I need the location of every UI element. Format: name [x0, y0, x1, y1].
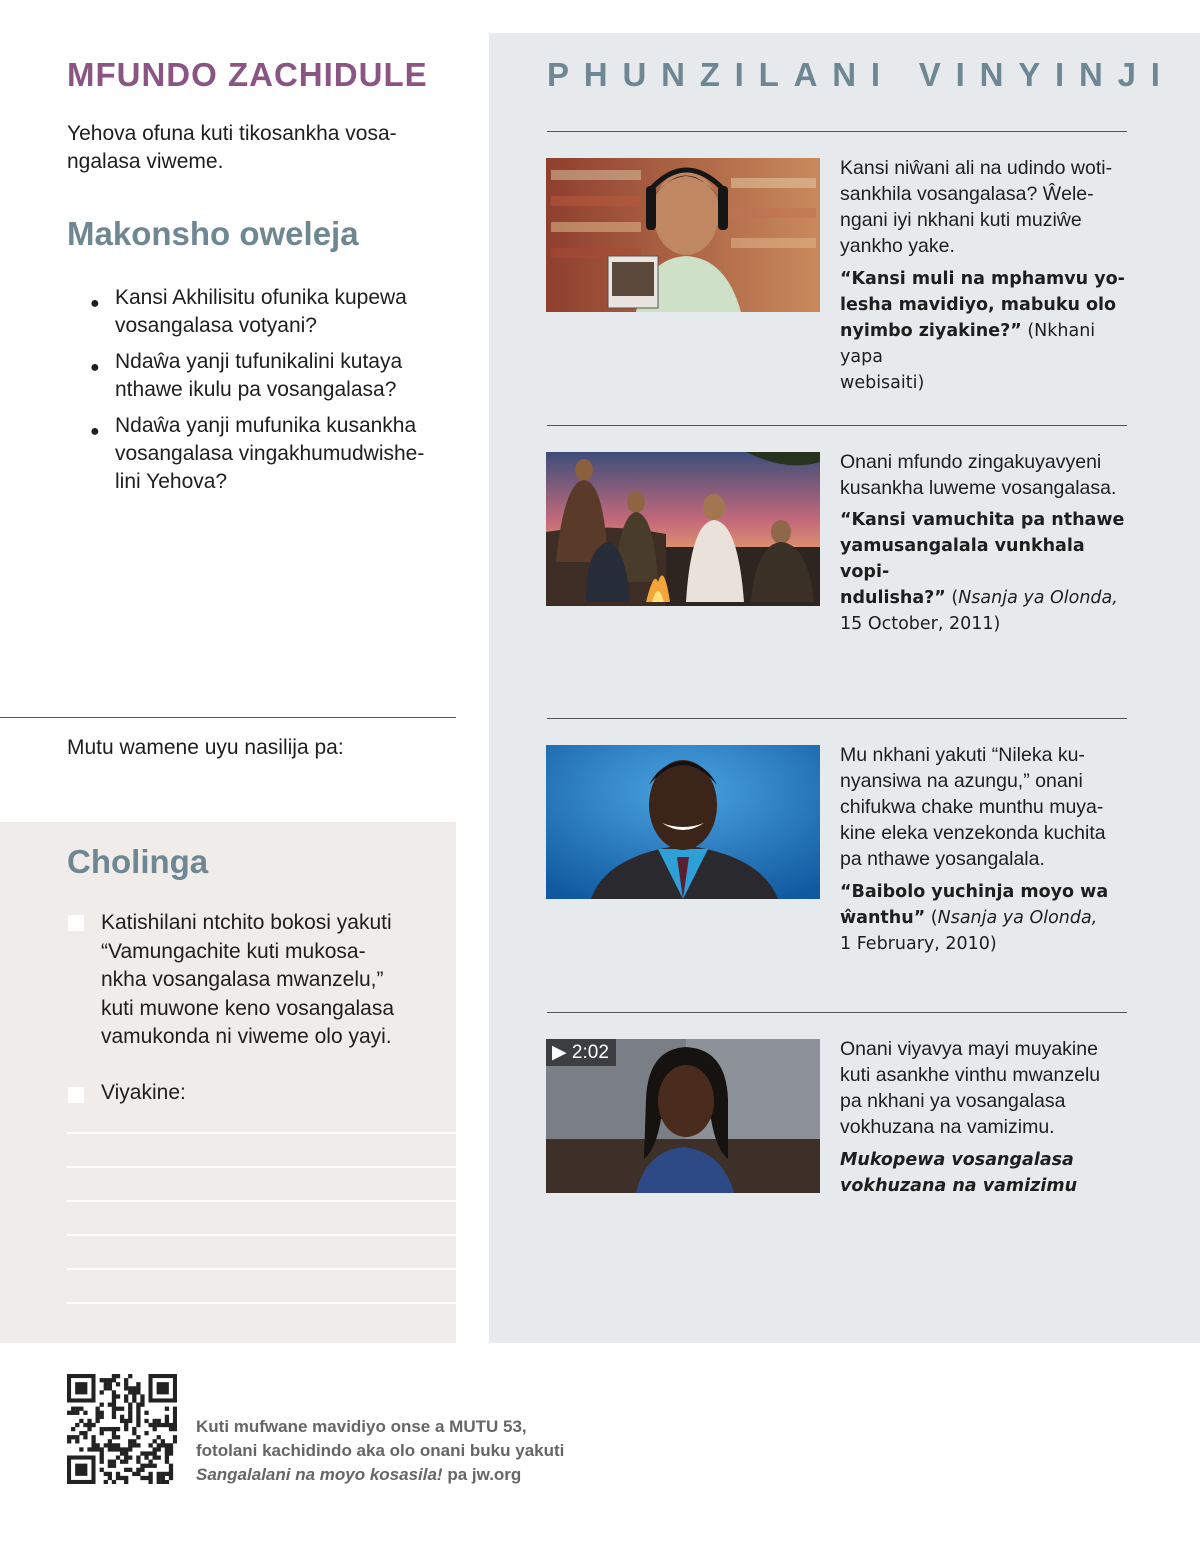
question-line: Ndaŵa yanji tufunikalini kutaya	[115, 350, 403, 373]
article-reference[interactable]	[840, 507, 1130, 637]
goal-line: vamukonda ni viweme olo yayi.	[101, 1025, 392, 1048]
other-checkbox[interactable]	[68, 1087, 84, 1103]
review-questions-heading: Makonsho oweleja	[67, 215, 359, 252]
write-line[interactable]	[67, 1132, 456, 1134]
ref-publication: Nsanja ya Olonda,	[937, 908, 1098, 928]
goal-heading: Cholinga	[67, 843, 209, 880]
desc-line: chifukwa chake munthu muya-	[840, 796, 1104, 818]
other-label: Viyakine:	[101, 1081, 186, 1104]
ref-paren: (	[951, 588, 959, 608]
question-line: vosangalasa votyani?	[115, 314, 317, 337]
footer-site: pa jw.org	[442, 1465, 522, 1484]
ref-title-line: “Kansi vamuchita pa nthawe	[840, 510, 1125, 530]
article-reference[interactable]	[840, 879, 1130, 957]
write-line[interactable]	[67, 1302, 456, 1304]
ref-source: webisaiti)	[840, 373, 925, 393]
question-line: vosangalasa vingakhumudwishe-	[115, 442, 425, 465]
goal-panel	[0, 822, 456, 1343]
desc-line: nyansiwa na azungu,” onani	[840, 770, 1083, 792]
divider	[547, 425, 1127, 426]
desc-line: pa nkhani ya vosangalasa	[840, 1090, 1066, 1112]
ref-title-line: yamusangalala vunkhala vopi-	[840, 536, 1085, 582]
divider	[0, 717, 456, 718]
video-title-line: Mukopewa vosangalasa	[840, 1150, 1074, 1170]
item-description	[840, 449, 1130, 501]
footer-line: Kuti mufwane mavidiyo onse a MUTU 53,	[196, 1417, 527, 1436]
desc-line: Mu nkhani yakuti “Nileka ku-	[840, 744, 1085, 766]
qr-code[interactable]	[67, 1374, 177, 1484]
question-line: lini Yehova?	[115, 470, 228, 493]
write-line[interactable]	[67, 1200, 456, 1202]
goal-line: “Vamungachite kuti mukosa-	[101, 939, 366, 963]
question-line: Kansi Akhilisitu ofunika kupewa	[115, 286, 407, 309]
goal-line: nkha vosangalasa mwanzelu,”	[101, 968, 384, 991]
date-studied-label: Mutu wamene uyu nasilija pa:	[67, 736, 344, 759]
desc-line: Kansi niŵani ali na udindo woti-	[840, 157, 1113, 179]
summary-line: ngalasa viweme.	[67, 150, 224, 173]
jesus-campfire-painting[interactable]	[546, 452, 820, 606]
summary-text	[67, 120, 447, 176]
goal-line: kuti muwone keno vosangalasa	[101, 996, 395, 1020]
desc-line: sankhila vosangalasa? Ŵele-	[840, 183, 1094, 205]
desc-line: kuti asankhe vinthu mwanzelu	[840, 1064, 1101, 1086]
desc-line: kusankha luweme vosangalasa.	[840, 477, 1117, 499]
ref-title-line: “Baibolo yuchinja moyo wa	[840, 882, 1109, 902]
learn-more-title: PHUNZILANI VINYINJI	[547, 56, 1175, 93]
write-line[interactable]	[67, 1234, 456, 1236]
young-man-headphones-photo[interactable]	[546, 158, 820, 312]
item-description	[840, 1036, 1130, 1140]
play-icon: ▶	[552, 1042, 567, 1063]
bullet-icon: ●	[90, 359, 100, 376]
ref-source: (Nkhani yapa	[840, 321, 1096, 367]
question-line: nthawe ikulu pa vosangalasa?	[115, 378, 397, 401]
goal-item-text	[101, 909, 441, 1052]
summary-line: Yehova ofuna kuti tikosankha vosa-	[67, 122, 397, 145]
question-line: Ndaŵa yanji mufunika kusankha	[115, 414, 417, 437]
video-duration: 2:02	[571, 1042, 609, 1063]
woman-video-still[interactable]	[546, 1039, 820, 1193]
item-description	[840, 742, 1130, 872]
ref-paren: (	[930, 908, 938, 928]
footer-note	[196, 1415, 564, 1487]
question-item	[90, 348, 460, 404]
video-title[interactable]	[840, 1147, 1130, 1199]
ref-title-line: nyimbo ziyakine?”	[840, 321, 1022, 341]
item-description	[840, 155, 1130, 259]
desc-line: kine eleka venzekonda kuchita	[840, 822, 1106, 844]
divider	[547, 1012, 1127, 1013]
write-line[interactable]	[67, 1166, 456, 1168]
ref-date: 15 October, 2011)	[840, 614, 1001, 634]
ref-date: 1 February, 2010)	[840, 934, 997, 954]
ref-title-line: “Kansi muli na mphamvu yo-	[840, 269, 1125, 289]
bullet-icon: ●	[90, 295, 100, 312]
lesson-title: MFUNDO ZACHIDULE	[67, 56, 428, 93]
book-title: Sangalalani na moyo kosasila!	[196, 1465, 443, 1484]
video-title-line: vokhuzana na vamizimu	[840, 1176, 1078, 1196]
desc-line: vokhuzana na vamizimu.	[840, 1116, 1055, 1138]
desc-line: ngani iyi nkhani kuti muziŵe	[840, 209, 1082, 231]
ref-title-line: lesha mavidiyo, mabuku olo	[840, 295, 1117, 315]
review-questions-list	[90, 284, 460, 504]
desc-line: yankho yake.	[840, 235, 955, 257]
article-reference[interactable]	[840, 266, 1130, 396]
question-item	[90, 412, 460, 496]
ref-publication: Nsanja ya Olonda,	[958, 588, 1118, 608]
ref-title-line: ŵanthu”	[840, 908, 926, 928]
write-line[interactable]	[67, 1268, 456, 1270]
divider	[547, 131, 1127, 132]
goal-checkbox[interactable]	[68, 915, 84, 931]
desc-line: pa nthawe yosangalala.	[840, 848, 1045, 870]
footer-line: fotolani kachidindo aka olo onani buku yakuti	[196, 1441, 565, 1460]
desc-line: Onani viyavya mayi muyakine	[840, 1038, 1098, 1060]
video-duration-badge	[546, 1039, 616, 1066]
desc-line: Onani mfundo zingakuyavyeni	[840, 451, 1102, 473]
question-item	[90, 284, 460, 340]
goal-line: Katishilani ntchito bokosi yakuti	[101, 911, 392, 934]
bullet-icon: ●	[90, 423, 100, 440]
divider	[547, 718, 1127, 719]
ref-title-line: ndulisha?”	[840, 588, 946, 608]
smiling-man-portrait-photo[interactable]	[546, 745, 820, 899]
